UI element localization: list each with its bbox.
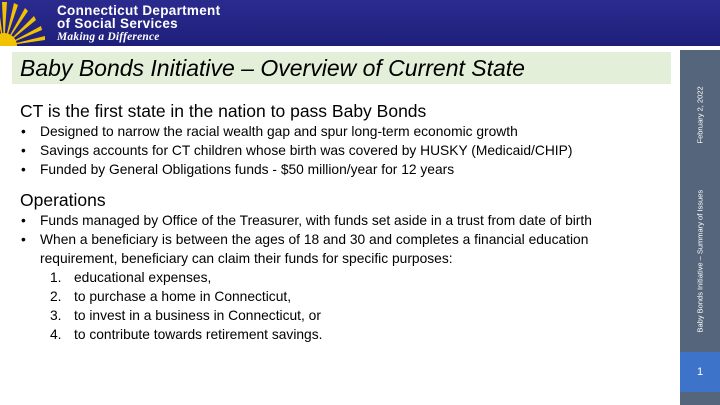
purpose-number: 4. [50, 327, 62, 342]
agency-name-line2: of Social Services [57, 16, 178, 31]
agency-name-line1: Connecticut Department [57, 3, 221, 18]
slide-content [20, 100, 675, 344]
agency-tagline: Making a Difference [57, 31, 160, 43]
bullet-item: • When a beneficiary is between the ages of 18 and 30 and completes a financial education requirement, beneficiary can claim their funds for specific purposes: [20, 230, 660, 268]
purpose-number: 1. [50, 270, 62, 285]
sunburst-logo-icon [0, 0, 56, 46]
bullet-item: • Designed to narrow the racial wealth gap and spur long-term economic growth [20, 122, 675, 141]
slide-date: February 2, 2022 [695, 86, 705, 144]
purpose-item [20, 306, 675, 325]
slide-title: Baby Bonds Initiative – Overview of Current State [20, 55, 525, 81]
purposes-list [20, 268, 675, 344]
purpose-text: educational expenses, [74, 270, 212, 285]
purpose-number: 3. [50, 308, 62, 323]
header-divider [0, 46, 720, 50]
slide-footer: Baby Bonds Initiative – Summary of Issues [695, 189, 705, 333]
purpose-number: 2. [50, 289, 62, 304]
purpose-item [20, 287, 675, 306]
purpose-item [20, 268, 675, 287]
section-heading-operations: Operations [20, 190, 106, 210]
purpose-text: to invest in a business in Connecticut, or [74, 308, 321, 323]
bullet-item: • Funded by General Obligations funds - $50 million/year for 12 years [20, 160, 675, 179]
bullet-item: • Savings accounts for CT children whose birth was covered by HUSKY (Medicaid/CHIP) [20, 141, 675, 160]
purpose-item [20, 325, 675, 344]
page-number: 1 [680, 352, 720, 392]
bullet-item: • Funds managed by Office of the Treasurer, with funds set aside in a trust from date of birth [20, 211, 675, 230]
purpose-text: to contribute towards retirement savings. [74, 327, 323, 342]
operations-bullets [20, 211, 675, 268]
purpose-text: to purchase a home in Connecticut, [74, 289, 292, 304]
section-heading-first-state: CT is the first state in the nation to pass Baby Bonds [20, 101, 427, 121]
first-state-bullets [20, 122, 675, 179]
